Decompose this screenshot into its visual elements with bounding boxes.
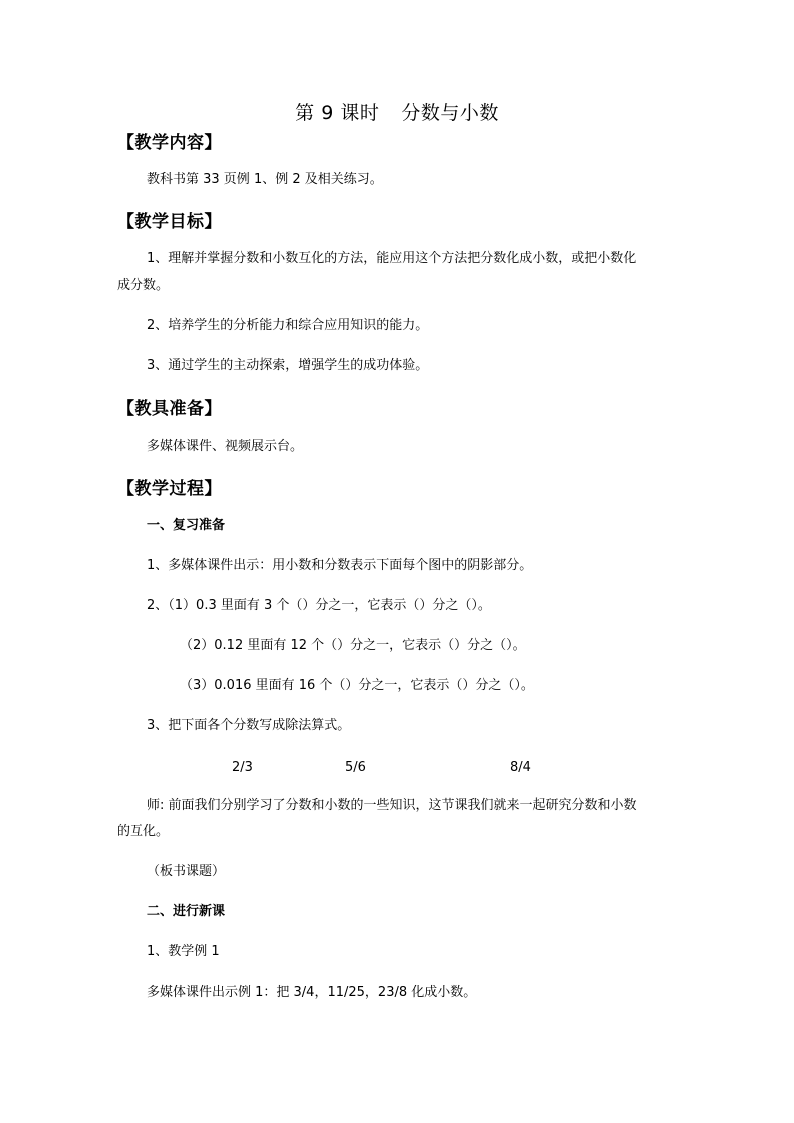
heading-teaching-process: 【教学过程】 (117, 479, 222, 499)
review-item-2a: 2、（1）0.3 里面有 3 个（）分之一，它表示（）分之（）。 (147, 598, 491, 613)
goal-1-line-2: 成分数。 (117, 278, 170, 293)
page-title (0, 98, 794, 125)
fraction-1: 2/3 (232, 760, 253, 775)
lesson-topic: 分数与小数 (401, 102, 499, 124)
review-item-2c: （3）0.016 里面有 16 个（）分之一，它表示（）分之（）。 (180, 678, 534, 693)
new-lesson-heading: 二、进行新课 (147, 904, 226, 919)
example-1-text: 多媒体课件出示例 1：把 3/4，11/25，23/8 化成小数。 (147, 985, 477, 1000)
review-item-3: 3、把下面各个分数写成除法算式。 (147, 718, 351, 733)
fraction-3: 8/4 (510, 760, 531, 775)
fraction-2: 5/6 (345, 760, 366, 775)
goal-1-line-1: 1、理解并掌握分数和小数互化的方法，能应用这个方法把分数化成小数，或把小数化 (147, 251, 637, 266)
teacher-remark-line-1: 师: 前面我们分别学习了分数和小数的一些知识，这节课我们就来一起研究分数和小数 (147, 798, 637, 813)
goal-3: 3、通过学生的主动探索，增强学生的成功体验。 (147, 358, 429, 373)
teaching-content-text: 教科书第 33 页例 1、例 2 及相关练习。 (147, 172, 383, 187)
goal-2: 2、培养学生的分析能力和综合应用知识的能力。 (147, 318, 429, 333)
heading-teaching-content: 【教学内容】 (117, 133, 222, 153)
board-note: （板书课题） (147, 864, 226, 879)
review-item-2b: （2）0.12 里面有 12 个（）分之一，它表示（）分之（）。 (180, 638, 526, 653)
lesson-number: 第 9 课时 (295, 102, 380, 124)
review-heading: 一、复习准备 (147, 518, 226, 533)
heading-teaching-tools: 【教具准备】 (117, 399, 222, 419)
review-item-1: 1、多媒体课件出示：用小数和分数表示下面每个图中的阴影部分。 (147, 558, 533, 573)
teacher-remark-line-2: 的互化。 (117, 824, 170, 839)
teaching-tools-text: 多媒体课件、视频展示台。 (147, 439, 304, 454)
new-lesson-item-1: 1、教学例 1 (147, 944, 220, 959)
heading-teaching-goals: 【教学目标】 (117, 212, 222, 232)
